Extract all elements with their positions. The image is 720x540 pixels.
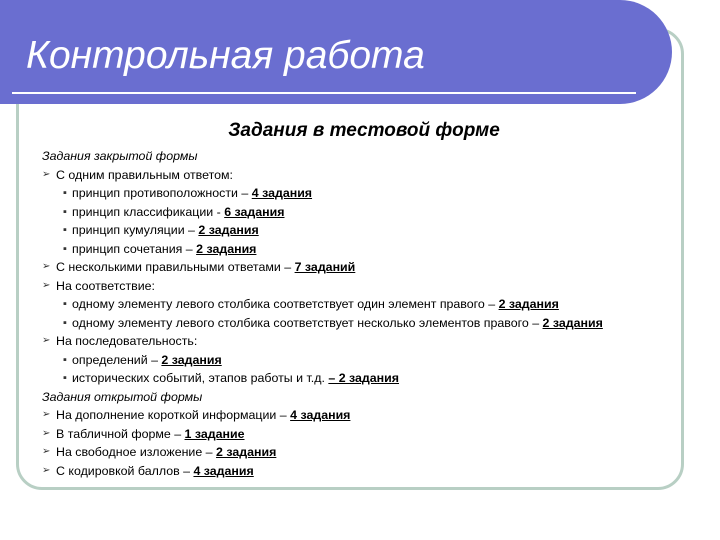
list-item (42, 443, 692, 462)
list-item-text: С одним правильным ответом: (56, 167, 233, 182)
square-bullet-icon: ▪ (63, 353, 67, 366)
arrowhead-bullet-icon: ➢ (42, 427, 51, 439)
sub-item-text: одному элементу левого столбика соответствует несколько элементов правого – (72, 315, 543, 330)
list-item (42, 462, 692, 481)
square-bullet-icon: ▪ (63, 224, 67, 236)
sub-item-text: принцип кумуляции – (72, 223, 199, 237)
arrowhead-bullet-icon: ➢ (42, 409, 51, 420)
task-count: 1 задание (184, 426, 245, 441)
square-bullet-icon: ▪ (63, 242, 67, 255)
arrowhead-bullet-icon: ➢ (42, 168, 51, 180)
task-count: 2 задания (216, 445, 277, 459)
list-item (42, 332, 692, 351)
task-count: 2 задания (161, 352, 222, 367)
sub-list-item (42, 369, 692, 388)
list-item (42, 406, 692, 425)
arrowhead-bullet-icon: ➢ (42, 261, 51, 272)
arrowhead-bullet-icon: ➢ (42, 464, 51, 476)
square-bullet-icon: ▪ (63, 298, 67, 310)
sub-list-item (42, 184, 692, 203)
square-bullet-icon: ▪ (63, 316, 67, 329)
list-item-text: На дополнение короткой информации – (56, 408, 291, 422)
content-list (42, 147, 692, 480)
sub-item-text: одному элементу левого столбика соответствует один элемент правого – (72, 297, 499, 311)
list-item-text: На соответствие: (56, 278, 155, 293)
list-item (42, 258, 692, 277)
task-count: 4 задания (290, 408, 351, 422)
list-item (42, 277, 692, 296)
sub-list-item (42, 295, 692, 314)
slide-subtitle: Задания в тестовой форме (228, 120, 500, 141)
sub-list-item (42, 351, 692, 370)
sub-item-text: исторических событий, этапов работы и т.д. (72, 371, 329, 385)
sub-list-item (42, 221, 692, 240)
list-item-text: С кодировкой баллов – (56, 463, 194, 478)
section-heading: Задания открытой формы (42, 389, 203, 404)
task-count: 4 задания (193, 463, 254, 478)
task-count: 2 задания (196, 241, 257, 256)
list-item (42, 425, 692, 444)
task-count: 7 заданий (294, 260, 356, 274)
sub-item-text: принцип противоположности – (72, 186, 252, 200)
list-item-text: В табличной форме – (56, 426, 185, 441)
title-underline (12, 92, 636, 94)
task-count: 6 задания (224, 204, 285, 219)
task-count: 2 задания (542, 315, 603, 330)
square-bullet-icon: ▪ (63, 372, 67, 384)
task-count: 2 задания (498, 297, 559, 311)
arrowhead-bullet-icon: ➢ (42, 446, 51, 457)
square-bullet-icon: ▪ (63, 205, 67, 218)
section-heading: Задания закрытой формы (42, 149, 198, 163)
list-item (42, 166, 692, 185)
task-count: – 2 задания (328, 371, 400, 385)
list-item-text: На последовательность: (56, 334, 198, 348)
sub-item-text: определений – (72, 352, 162, 367)
title-banner (0, 0, 672, 104)
sub-list-item (42, 314, 692, 333)
sub-list-item (42, 203, 692, 222)
square-bullet-icon: ▪ (63, 187, 67, 199)
slide-title: Контрольная работа (26, 34, 425, 77)
arrowhead-bullet-icon: ➢ (42, 279, 51, 291)
sub-item-text: принцип сочетания – (72, 241, 197, 256)
task-count: 4 задания (251, 186, 313, 200)
list-item-text: С несколькими правильными ответами – (56, 260, 295, 274)
sub-item-text: принцип классификации - (72, 204, 225, 219)
task-count: 2 задания (198, 223, 259, 237)
sub-list-item (42, 240, 692, 259)
arrowhead-bullet-icon: ➢ (42, 335, 51, 346)
list-item-text: На свободное изложение – (56, 445, 217, 459)
